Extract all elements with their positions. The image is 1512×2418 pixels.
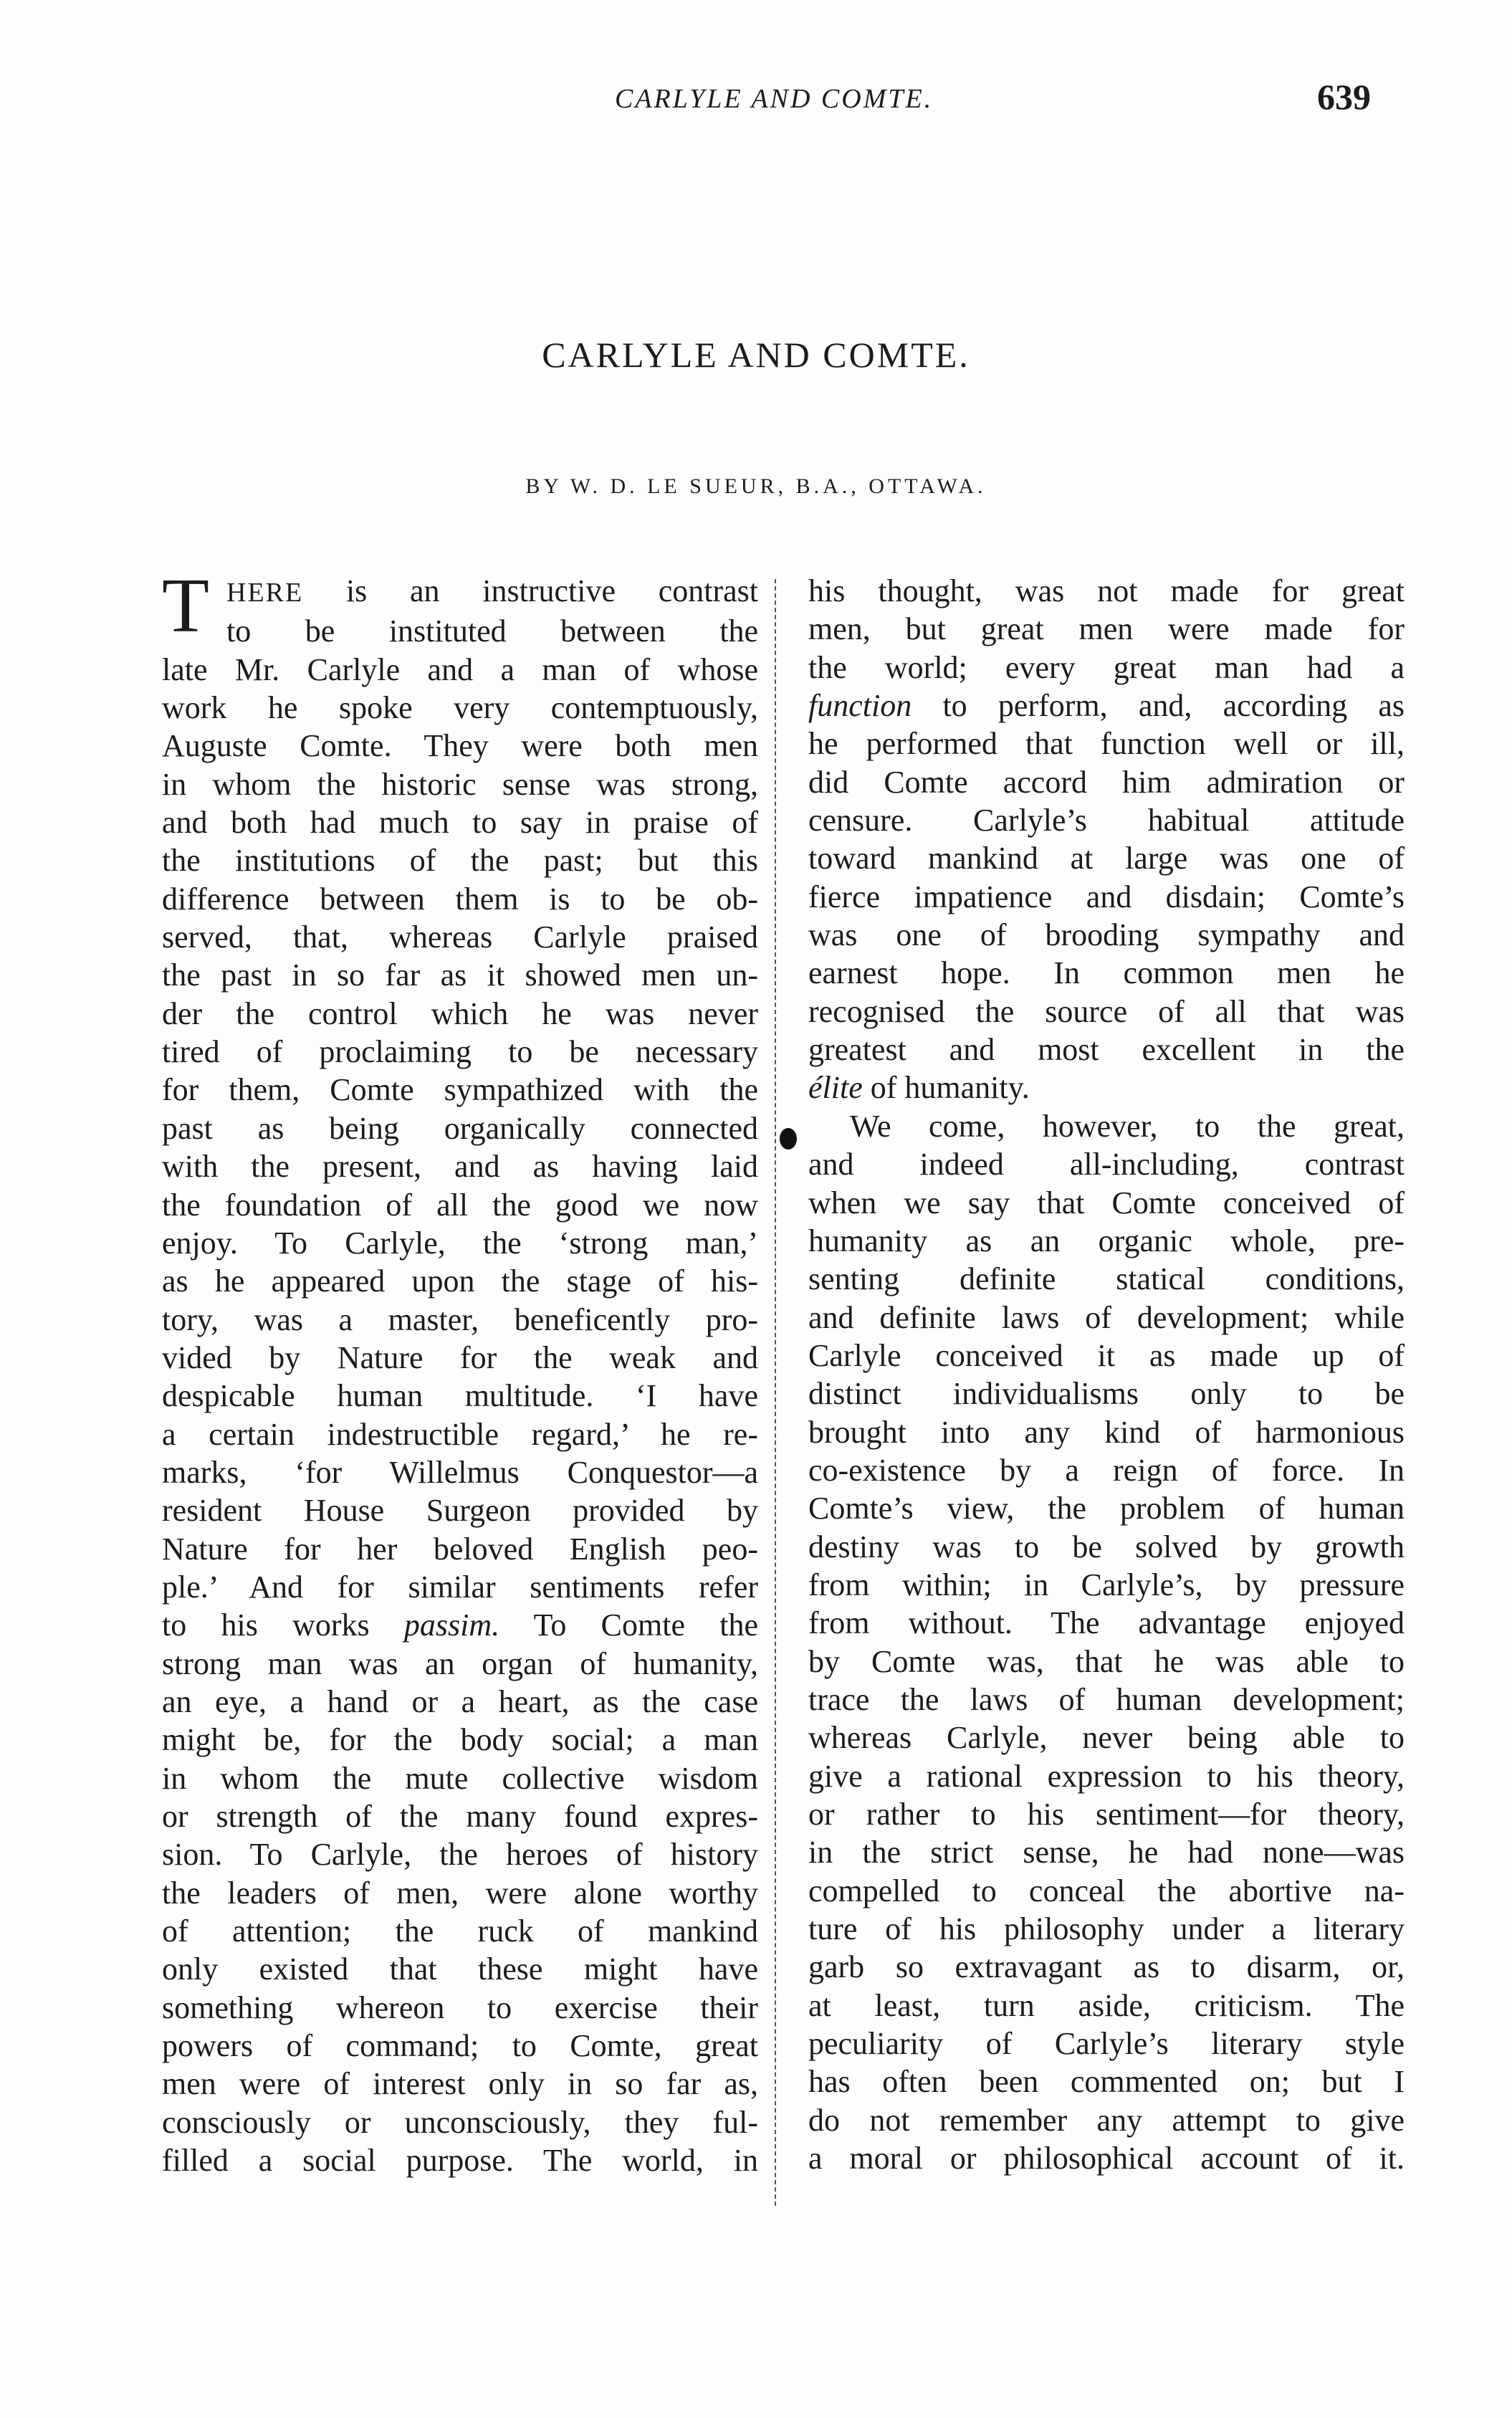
text-line: earnest hope. In common men he	[808, 955, 1405, 991]
text-line	[162, 572, 758, 612]
text-line: for them, Comte sympathized with the	[162, 1072, 758, 1108]
italic-word: passim.	[403, 1607, 500, 1643]
text-line: and both had much to say in praise of	[162, 805, 758, 841]
text-fragment: is an instructive contrast	[303, 573, 758, 608]
text-line: give a rational expression to his theory,	[808, 1758, 1405, 1794]
first-word-small-caps: HERE	[226, 578, 304, 608]
text-line: ture of his philosophy under a literary	[808, 1911, 1405, 1947]
text-line: difference between them is to be ob-	[162, 881, 758, 917]
text-line: the world; every great man had a	[808, 649, 1405, 685]
text-line: his thought, was not made for great	[808, 573, 1405, 608]
text-line: the foundation of all the good we now	[162, 1187, 758, 1223]
text-line: Comte’s view, the problem of human	[808, 1491, 1405, 1526]
text-line: a certain indestructible regard,’ he re-	[162, 1416, 758, 1452]
text-line: recognised the source of all that was	[808, 993, 1405, 1029]
text-line: has often been commented on; but I	[808, 2064, 1405, 2100]
text-fragment: of humanity.	[862, 1070, 1030, 1106]
text-line: served, that, whereas Carlyle praised	[162, 919, 758, 955]
text-line: whereas Carlyle, never being able to	[808, 1720, 1405, 1756]
text-line: with the present, and as having laid	[162, 1149, 758, 1185]
text-line: an eye, a hand or a heart, as the case	[162, 1683, 758, 1719]
text-line: der the control which he was never	[162, 995, 758, 1031]
text-line: men were of interest only in so far as,	[162, 2066, 758, 2102]
text-line: vided by Nature for the weak and	[162, 1339, 758, 1375]
text-line: censure. Carlyle’s habitual attitude	[808, 803, 1405, 838]
text-line: senting definite statical conditions,	[808, 1261, 1405, 1297]
text-line: only existed that these might have	[162, 1951, 758, 1987]
text-line	[162, 1606, 758, 1644]
text-line: toward mankind at large was one of	[808, 841, 1405, 876]
text-line: when we say that Comte conceived of	[808, 1185, 1405, 1220]
text-line: from without. The advantage enjoyed	[808, 1605, 1405, 1641]
text-line: We come, however, to the great,	[850, 1108, 1405, 1144]
text-line: ple.’ And for similar sentiments refer	[162, 1569, 758, 1605]
text-line: Carlyle conceived it as made up of	[808, 1337, 1405, 1373]
page-number: 639	[1317, 77, 1371, 117]
text-line: in whom the historic sense was strong,	[162, 766, 758, 802]
text-line: work he spoke very contemptuously,	[162, 690, 758, 726]
text-line: might be, for the body social; a man	[162, 1722, 758, 1758]
text-line: in the strict sense, he had none—was	[808, 1835, 1405, 1870]
text-line: something whereon to exercise their	[162, 1989, 758, 2025]
text-line: he performed that function well or ill,	[808, 726, 1405, 762]
text-line: tory, was a master, beneficently pro-	[162, 1301, 758, 1337]
text-line: marks, ‘for Willelmus Conquestor—a	[162, 1454, 758, 1490]
text-line: Nature for her beloved English peo-	[162, 1531, 758, 1567]
text-line: humanity as an organic whole, pre-	[808, 1223, 1405, 1258]
text-line: of attention; the ruck of mankind	[162, 1913, 758, 1949]
text-line: to be instituted between the	[226, 613, 758, 649]
text-line: did Comte accord him admiration or	[808, 764, 1405, 800]
text-line: in whom the mute collective wisdom	[162, 1760, 758, 1796]
column-divider	[775, 579, 776, 2206]
byline: BY W. D. LE SUEUR, B.A., OTTAWA.	[525, 474, 987, 498]
text-line: late Mr. Carlyle and a man of whose	[162, 651, 758, 687]
text-line: brought into any kind of harmonious	[808, 1414, 1405, 1450]
text-line: resident House Surgeon provided by	[162, 1493, 758, 1529]
text-line: tired of proclaiming to be necessary	[162, 1034, 758, 1070]
text-line: distinct individualisms only to be	[808, 1376, 1405, 1412]
text-line: the institutions of the past; but this	[162, 843, 758, 879]
running-head: CARLYLE AND COMTE.	[615, 84, 934, 114]
text-line: from within; in Carlyle’s, by pressure	[808, 1567, 1405, 1602]
left-column	[162, 563, 758, 2179]
text-line: strong man was an organ of humanity,	[162, 1645, 758, 1681]
text-line: trace the laws of human development;	[808, 1681, 1405, 1717]
text-line: co-existence by a reign of force. In	[808, 1452, 1405, 1488]
text-line	[808, 687, 1405, 725]
text-line: enjoy. To Carlyle, the ‘strong man,’	[162, 1225, 758, 1261]
text-line: consciously or unconsciously, they ful-	[162, 2104, 758, 2140]
text-line: at least, turn aside, criticism. The	[808, 1987, 1405, 2023]
text-line: or rather to his sentiment—for theory,	[808, 1797, 1405, 1832]
text-line: a moral or philosophical account of it.	[808, 2141, 1405, 2176]
text-line: and definite laws of development; while	[808, 1299, 1405, 1335]
text-line: or strength of the many found expres-	[162, 1799, 758, 1834]
text-fragment: to perform, and, according as	[911, 688, 1405, 724]
text-line	[808, 1069, 1405, 1107]
text-fragment: to his works	[162, 1607, 404, 1643]
text-line: past as being organically connected	[162, 1110, 758, 1146]
text-line: sion. To Carlyle, the heroes of history	[162, 1837, 758, 1873]
text-line: garb so extravagant as to disarm, or,	[808, 1949, 1405, 1985]
text-line: do not remember any attempt to give	[808, 2102, 1405, 2138]
italic-word: élite	[808, 1070, 863, 1106]
text-line: Auguste Comte. They were both men	[162, 728, 758, 764]
text-line: destiny was to be solved by growth	[808, 1529, 1405, 1564]
text-line: greatest and most excellent in the	[808, 1032, 1405, 1068]
text-line: fierce impatience and disdain; Comte’s	[808, 879, 1405, 914]
text-line: by Comte was, that he was able to	[808, 1643, 1405, 1679]
text-line: the leaders of men, were alone worthy	[162, 1875, 758, 1911]
text-line: filled a social purpose. The world, in	[162, 2143, 758, 2179]
text-fragment: To Comte the	[499, 1607, 758, 1643]
text-line: compelled to conceal the abortive na-	[808, 1873, 1405, 1908]
text-line: peculiarity of Carlyle’s literary style	[808, 2026, 1405, 2062]
text-line: despicable human multitude. ‘I have	[162, 1378, 758, 1414]
article-title: CARLYLE AND COMTE.	[542, 335, 970, 375]
paragraph-marker	[780, 1128, 797, 1150]
text-line: powers of command; to Comte, great	[162, 2028, 758, 2064]
drop-cap: T	[162, 563, 209, 649]
italic-word: function	[808, 688, 912, 724]
text-line: the past in so far as it showed men un-	[162, 957, 758, 993]
text-line: and indeed all-including, contrast	[808, 1147, 1405, 1182]
text-line: men, but great men were made for	[808, 611, 1405, 647]
text-line: was one of brooding sympathy and	[808, 917, 1405, 953]
text-line: as he appeared upon the stage of his-	[162, 1263, 758, 1299]
right-column	[808, 572, 1405, 2177]
